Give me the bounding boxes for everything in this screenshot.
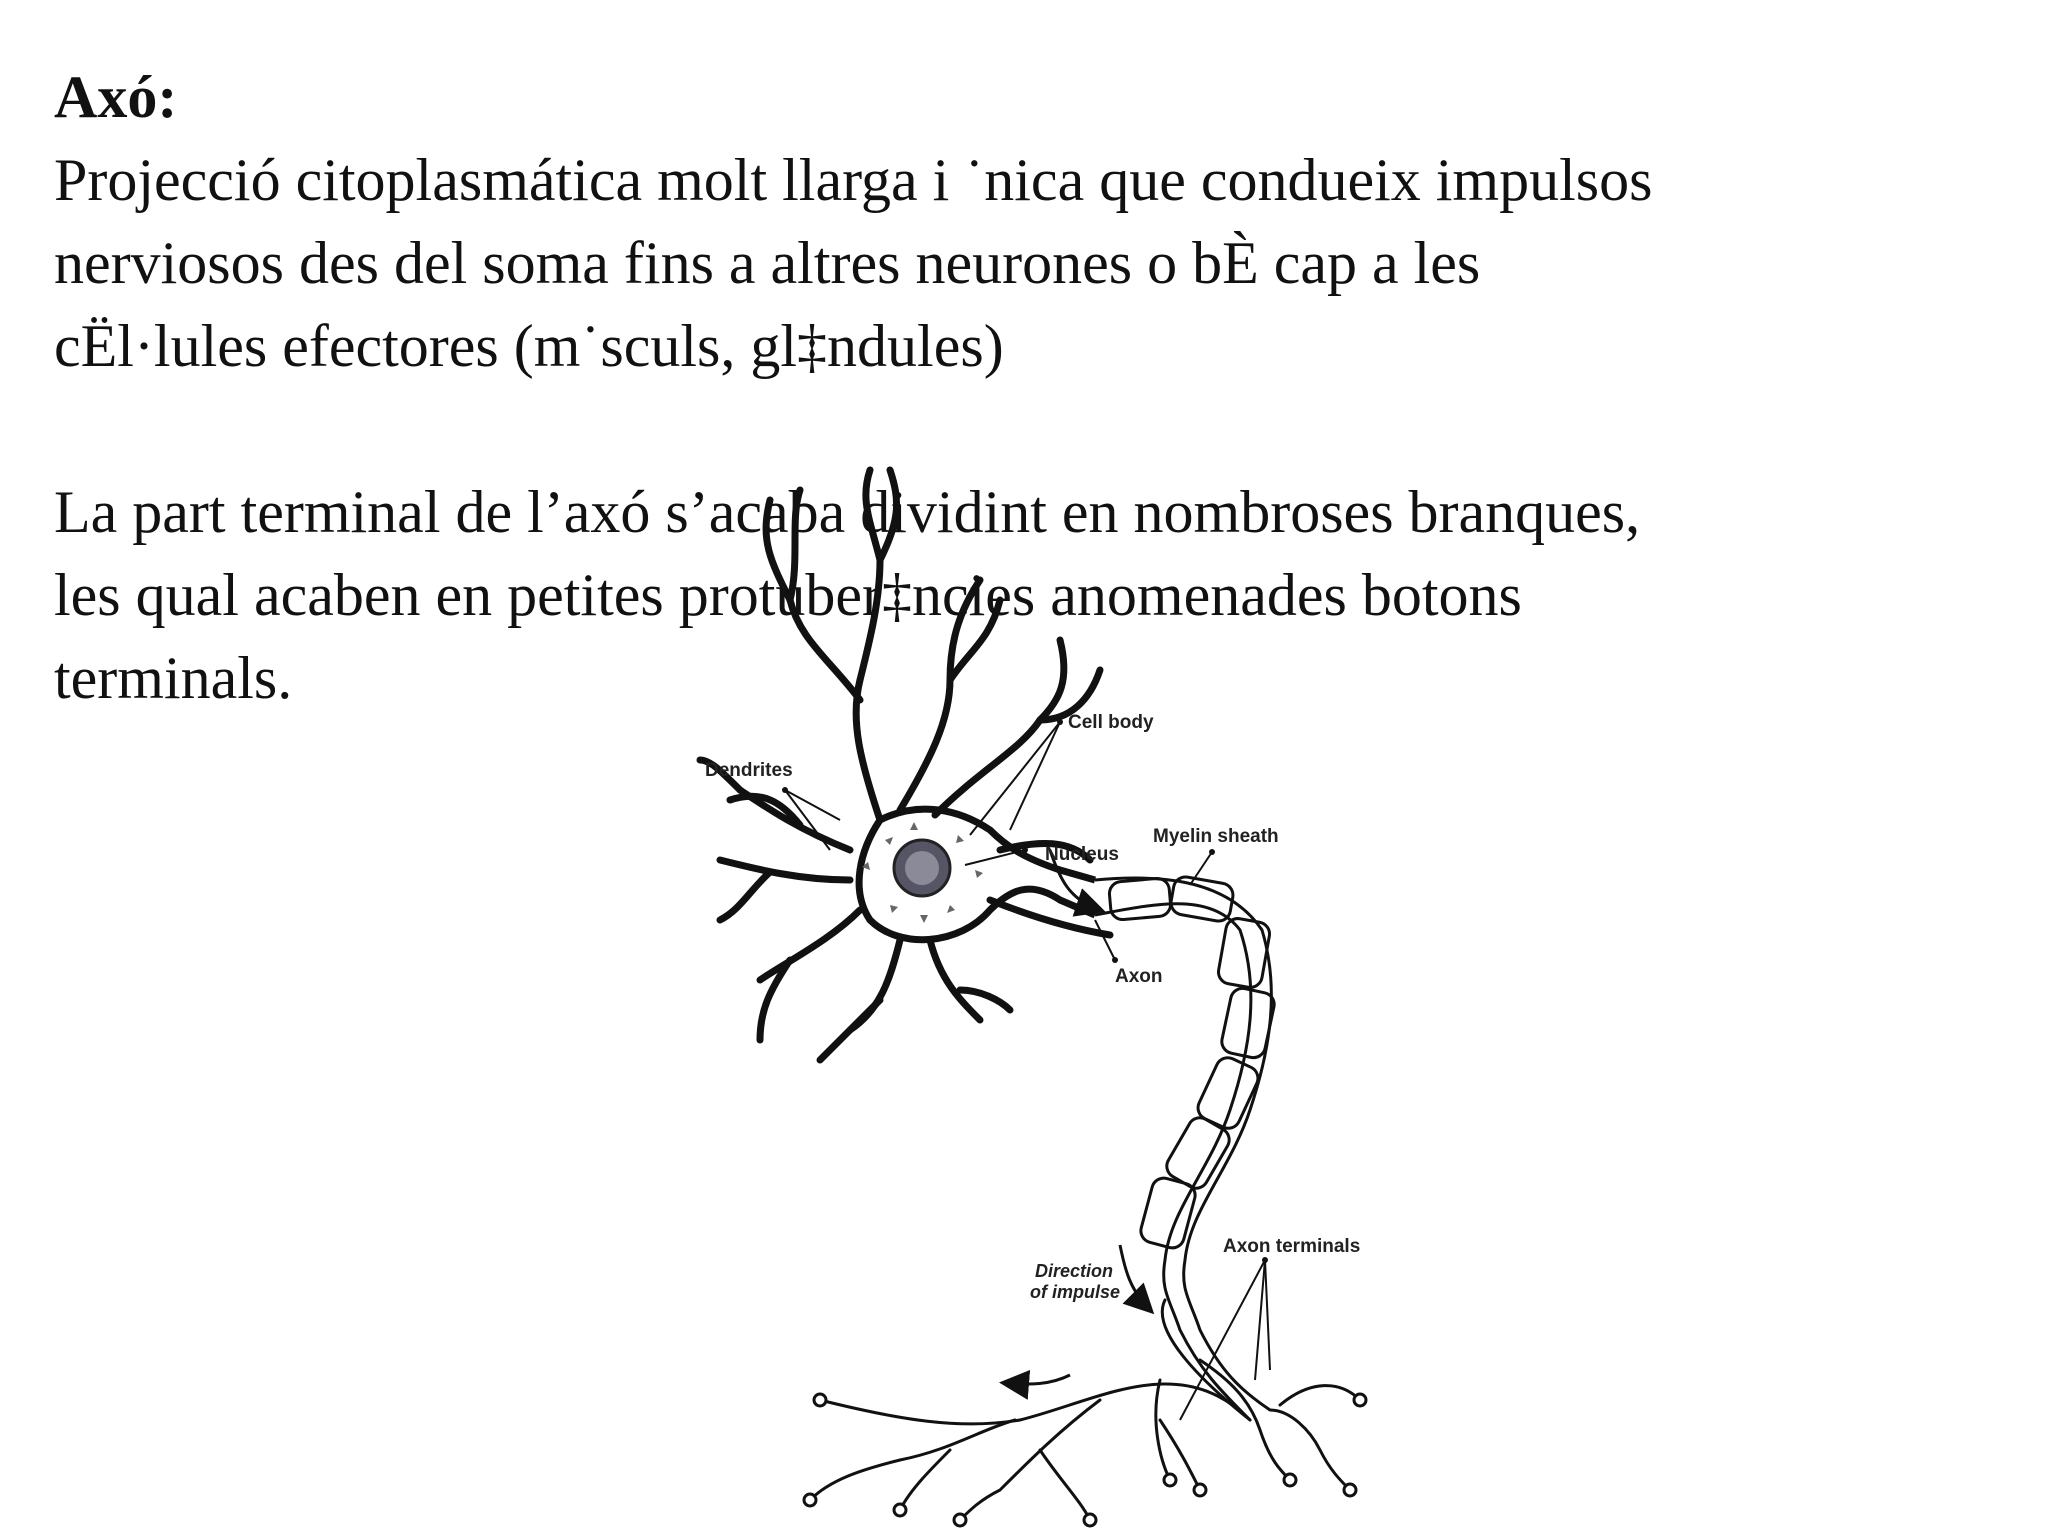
- label-direction-line-1: Direction: [1035, 1261, 1114, 1281]
- impulse-arrow-bottom: [1005, 1375, 1070, 1384]
- impulse-arrow-middle: [1120, 1245, 1150, 1310]
- axon-terminals-shape: [810, 1300, 1360, 1520]
- paragraph2-line-2: les qual acaben en petites protuber‡ncies anomenades botons: [54, 562, 1522, 628]
- slide-title: Axó:: [54, 64, 178, 130]
- myelin-sheath-shape: [1108, 875, 1276, 1250]
- paragraph2-line-1: La part terminal de l’axó s’acaba dividint en nombroses branques,: [54, 479, 1641, 545]
- paragraph1-line-1: Projecció citoplasmática molt llarga i ˙nica que condueix impulsos: [54, 147, 1653, 213]
- label-axon-terminals: Axon terminals: [1223, 1236, 1361, 1257]
- axon-shape: [1095, 878, 1271, 1420]
- paragraph2-line-3: terminals.: [54, 645, 293, 711]
- label-cell-body: Cell body: [1068, 712, 1154, 733]
- paragraph1-line-3: cËl·lules efectores (m˙sculs, gl‡ndules): [54, 313, 1004, 379]
- label-axon: Axon: [1115, 966, 1163, 987]
- label-myelin-sheath: Myelin sheath: [1153, 826, 1279, 847]
- paragraph1-line-2: nerviosos des del soma fins a altres neurones o bÈ cap a les: [54, 230, 1481, 296]
- label-direction-line-2: of impulse: [1030, 1282, 1121, 1302]
- nucleolus-shape: [905, 851, 939, 885]
- label-nucleus: Nucleus: [1045, 844, 1119, 865]
- label-dendrites: Dendrites: [705, 760, 793, 781]
